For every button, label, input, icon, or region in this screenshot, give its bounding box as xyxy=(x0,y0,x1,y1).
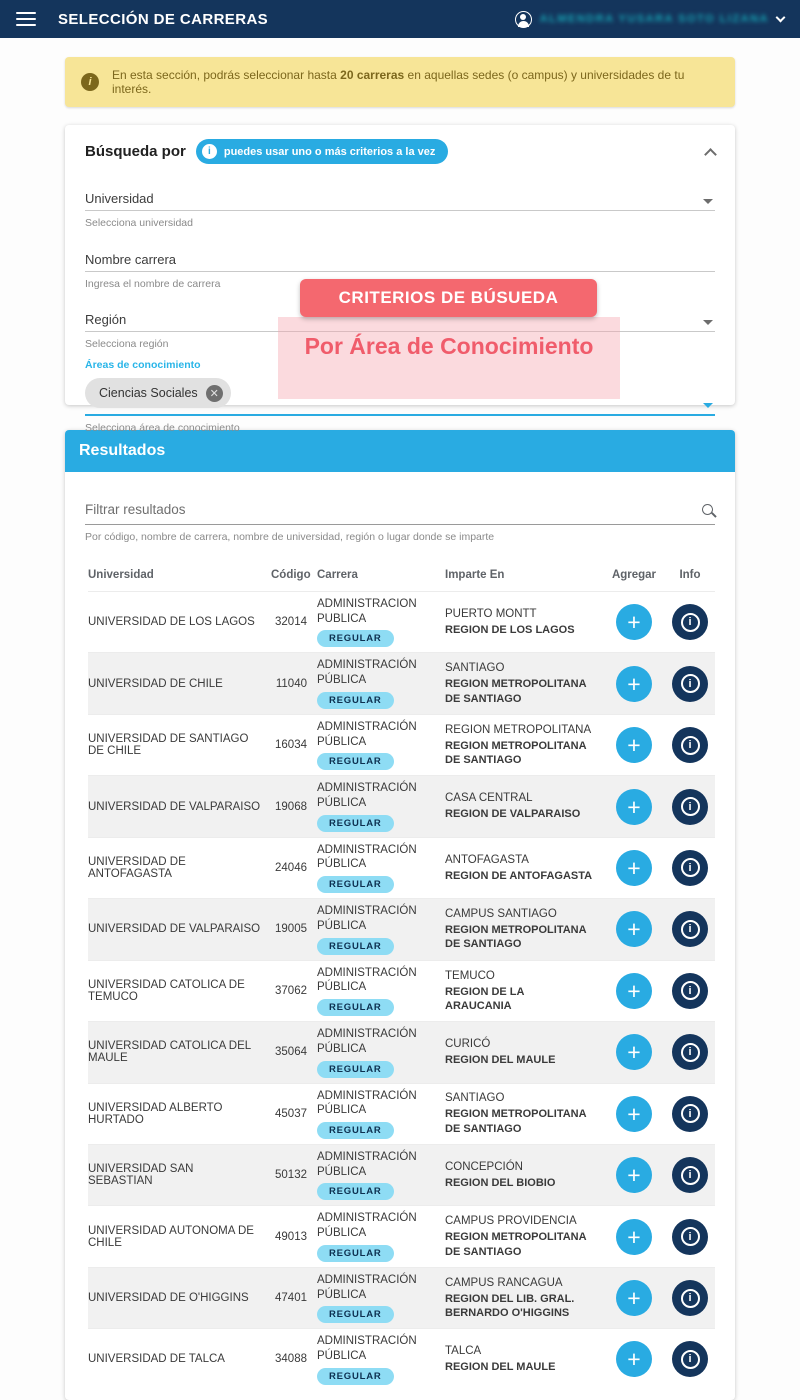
cell-university: UNIVERSIDAD DE LOS LAGOS xyxy=(88,616,255,629)
table-row xyxy=(88,1205,715,1266)
filter-input[interactable] xyxy=(85,502,702,517)
cell-region: REGION DE ANTOFAGASTA xyxy=(445,869,593,882)
cell-region: REGION DE LA ARAUCANIA xyxy=(445,985,525,1012)
cell-region: REGION DEL MAULE xyxy=(445,1361,556,1374)
modality-badge: REGULAR xyxy=(317,876,394,893)
add-career-button[interactable]: + xyxy=(616,1096,652,1132)
info-icon: i xyxy=(681,920,700,939)
page-title: SELECCIÓN DE CARRERAS xyxy=(58,10,269,28)
cell-campus: TALCA xyxy=(445,1345,482,1358)
user-name-redacted: ALMENDRA YUSARA SOTO LIZANA xyxy=(539,13,769,25)
info-icon: i xyxy=(681,736,700,755)
table-row xyxy=(88,591,715,652)
table-row xyxy=(88,1021,715,1082)
cell-campus: TEMUCO xyxy=(445,969,495,982)
cell-career: ADMINISTRACIÓN PÚBLICA xyxy=(317,1150,417,1178)
career-info-button[interactable] xyxy=(672,1341,708,1377)
cell-career: ADMINISTRACIÓN PÚBLICA xyxy=(317,1273,417,1301)
knowledge-area-select[interactable]: Áreas de conocimiento Ciencias Sociales ✕ Selecciona área de conocimiento xyxy=(85,359,715,434)
cell-campus: CAMPUS PROVIDENCIA xyxy=(445,1215,577,1228)
region-helper: Selecciona región xyxy=(85,338,169,350)
cell-campus: CASA CENTRAL xyxy=(445,792,533,805)
collapse-chevron-icon[interactable] xyxy=(704,148,717,161)
table-row xyxy=(88,714,715,775)
col-carrera: Carrera xyxy=(317,569,358,581)
cell-region: REGION DEL BIOBIO xyxy=(445,1176,556,1189)
cell-campus: CURICÓ xyxy=(445,1038,491,1051)
career-helper: Ingresa el nombre de carrera xyxy=(85,278,221,290)
modality-badge: REGULAR xyxy=(317,1368,394,1385)
cell-career: ADMINISTRACIÓN PÚBLICA xyxy=(317,843,417,871)
add-career-button[interactable]: + xyxy=(616,911,652,947)
cell-university: UNIVERSIDAD DE SANTIAGO DE CHILE xyxy=(88,733,249,758)
cell-university: UNIVERSIDAD DE ANTOFAGASTA xyxy=(88,855,186,880)
modality-badge: REGULAR xyxy=(317,1061,394,1078)
info-icon: i xyxy=(681,674,700,693)
cell-career: ADMINISTRACIÓN PÚBLICA xyxy=(317,659,417,687)
dropdown-arrow-icon xyxy=(703,199,713,204)
info-icon: i xyxy=(681,797,700,816)
cell-university: UNIVERSIDAD DE CHILE xyxy=(88,677,223,690)
university-helper: Selecciona universidad xyxy=(85,217,193,229)
menu-icon[interactable] xyxy=(16,12,36,26)
cell-code: 24046 xyxy=(275,861,307,874)
cell-code: 47401 xyxy=(275,1292,307,1305)
cell-campus: PUERTO MONTT xyxy=(445,608,537,621)
career-info-button[interactable] xyxy=(672,1219,708,1255)
cell-campus: CONCEPCIÓN xyxy=(445,1161,523,1174)
table-row xyxy=(88,837,715,898)
cell-code: 45037 xyxy=(275,1107,307,1120)
table-header xyxy=(88,563,715,591)
results-header xyxy=(65,430,735,472)
search-card-title: Búsqueda por xyxy=(85,143,186,160)
cell-career: ADMINISTRACIÓN PÚBLICA xyxy=(317,782,417,810)
info-banner xyxy=(65,57,735,107)
search-card xyxy=(65,125,735,434)
cell-university: UNIVERSIDAD DE O'HIGGINS xyxy=(88,1292,249,1305)
cell-career: ADMINISTRACIÓN PÚBLICA xyxy=(317,720,417,748)
cell-code: 50132 xyxy=(275,1169,307,1182)
university-select[interactable]: Universidad Selecciona universidad xyxy=(85,191,715,229)
cell-career: ADMINISTRACIÓN PÚBLICA xyxy=(317,966,417,994)
account-menu[interactable] xyxy=(515,11,784,28)
career-info-button[interactable] xyxy=(672,911,708,947)
career-info-button[interactable] xyxy=(672,666,708,702)
col-imparte-en: Imparte En xyxy=(445,569,505,581)
cell-region: REGION METROPOLITANA DE SANTIAGO xyxy=(445,1231,587,1258)
table-row xyxy=(88,652,715,713)
add-career-button[interactable]: + xyxy=(616,727,652,763)
cell-university: UNIVERSIDAD ALBERTO HURTADO xyxy=(88,1101,223,1126)
cell-region: REGION DEL LIB. GRAL. BERNARDO O'HIGGINS xyxy=(445,1292,575,1319)
selected-area-chip: Ciencias Sociales ✕ xyxy=(85,378,231,408)
career-info-button[interactable] xyxy=(672,604,708,640)
add-career-button[interactable]: + xyxy=(616,1341,652,1377)
cell-university: UNIVERSIDAD DE VALPARAISO xyxy=(88,800,261,813)
modality-badge: REGULAR xyxy=(317,1183,394,1200)
table-row xyxy=(88,1267,715,1328)
career-name-input[interactable]: Nombre carrera Ingresa el nombre de carrera xyxy=(85,252,715,290)
add-career-button[interactable]: + xyxy=(616,1157,652,1193)
career-info-button[interactable] xyxy=(672,1034,708,1070)
annotation-highlight: Por Área de Conocimiento xyxy=(278,317,620,399)
cell-career: ADMINISTRACIÓN PÚBLICA xyxy=(317,905,417,932)
cell-code: 19005 xyxy=(275,923,307,936)
dropdown-arrow-icon xyxy=(703,403,713,408)
career-info-button[interactable] xyxy=(672,727,708,763)
info-icon: i xyxy=(681,613,700,632)
cell-code: 11040 xyxy=(275,677,307,690)
cell-region: REGION METROPOLITANA DE SANTIAGO xyxy=(445,678,587,705)
remove-chip-icon[interactable]: ✕ xyxy=(206,385,223,402)
cell-code: 19068 xyxy=(275,800,307,813)
cell-university: UNIVERSIDAD AUTONOMA DE CHILE xyxy=(88,1224,254,1249)
cell-region: REGION METROPOLITANA DE SANTIAGO xyxy=(445,924,587,951)
app-bar xyxy=(0,0,800,38)
chevron-down-icon xyxy=(776,13,786,23)
cell-campus: ANTOFAGASTA xyxy=(445,853,529,866)
career-info-button[interactable] xyxy=(672,1157,708,1193)
cell-career: ADMINISTRACIÓN PÚBLICA xyxy=(317,1089,417,1117)
info-icon: i xyxy=(681,858,700,877)
add-career-button[interactable]: + xyxy=(616,850,652,886)
cell-campus: SANTIAGO xyxy=(445,1092,505,1105)
cell-career: ADMINISTRACIÓN PÚBLICA xyxy=(317,1212,417,1240)
cell-code: 32014 xyxy=(275,616,307,629)
table-row xyxy=(88,775,715,836)
table-row xyxy=(88,1328,715,1389)
col-agregar: Agregar xyxy=(611,569,657,581)
add-career-button[interactable]: + xyxy=(616,604,652,640)
table-row xyxy=(88,960,715,1021)
account-icon xyxy=(515,11,532,28)
cell-campus: SANTIAGO xyxy=(445,662,505,675)
career-info-button[interactable] xyxy=(672,1096,708,1132)
cell-university: UNIVERSIDAD DE VALPARAISO xyxy=(88,923,261,936)
table-row xyxy=(88,1083,715,1144)
col-codigo: Código xyxy=(271,569,311,581)
search-icon xyxy=(702,504,713,515)
career-info-button[interactable] xyxy=(672,850,708,886)
modality-badge: REGULAR xyxy=(317,1245,394,1262)
cell-region: REGION DE LOS LAGOS xyxy=(445,624,575,637)
cell-university: UNIVERSIDAD SAN SEBASTIAN xyxy=(88,1163,194,1188)
modality-badge: REGULAR xyxy=(317,1306,394,1323)
table-row xyxy=(88,1144,715,1205)
filter-helper: Por código, nombre de carrera, nombre de universidad, región o lugar donde se imparte xyxy=(85,531,495,543)
cell-career: ADMINISTRACIÓN PÚBLICA xyxy=(317,1335,417,1362)
cell-university: UNIVERSIDAD DE TALCA xyxy=(88,1353,225,1366)
career-info-button[interactable] xyxy=(672,1280,708,1316)
info-icon: i xyxy=(202,144,217,159)
modality-badge: REGULAR xyxy=(317,815,394,832)
info-icon: i xyxy=(681,1227,700,1246)
info-icon: i xyxy=(681,981,700,1000)
modality-badge: REGULAR xyxy=(317,630,394,647)
add-career-button[interactable]: + xyxy=(616,1034,652,1070)
table-row xyxy=(88,898,715,959)
add-career-button[interactable]: + xyxy=(616,973,652,1009)
career-info-button[interactable] xyxy=(672,973,708,1009)
modality-badge: REGULAR xyxy=(317,692,394,709)
results-card xyxy=(65,430,735,1400)
cell-region: REGION METROPOLITANA DE SANTIAGO xyxy=(445,1108,587,1135)
cell-code: 49013 xyxy=(275,1230,307,1243)
cell-code: 35064 xyxy=(275,1046,307,1059)
add-career-button[interactable]: + xyxy=(616,1219,652,1255)
info-banner-text: En esta sección, podrás seleccionar hasta 20 carreras en aquellas sedes (o campus) y universidades de tu interés. xyxy=(112,68,685,96)
col-universidad: Universidad xyxy=(88,569,154,581)
add-career-button[interactable]: + xyxy=(616,1280,652,1316)
cell-region: REGION DE VALPARAISO xyxy=(445,808,581,821)
criteria-hint-badge: i puedes usar uno o más criterios a la vez xyxy=(196,139,449,164)
info-icon: i xyxy=(681,1289,700,1308)
add-career-button[interactable]: + xyxy=(616,666,652,702)
career-info-button[interactable] xyxy=(672,789,708,825)
cell-campus: REGION METROPOLITANA xyxy=(445,723,592,736)
region-select[interactable]: Región Selecciona región xyxy=(85,312,715,350)
add-career-button[interactable]: + xyxy=(616,789,652,825)
cell-university: UNIVERSIDAD CATOLICA DE TEMUCO xyxy=(88,978,245,1003)
cell-code: 37062 xyxy=(275,984,307,997)
modality-badge: REGULAR xyxy=(317,1122,394,1139)
modality-badge: REGULAR xyxy=(317,753,394,770)
cell-campus: CAMPUS SANTIAGO xyxy=(445,908,557,921)
info-icon: i xyxy=(81,73,99,91)
info-icon: i xyxy=(681,1104,700,1123)
cell-university: UNIVERSIDAD CATOLICA DEL MAULE xyxy=(88,1040,251,1065)
cell-region: REGION METROPOLITANA DE SANTIAGO xyxy=(445,739,587,767)
cell-code: 16034 xyxy=(275,739,307,752)
info-icon: i xyxy=(681,1043,700,1062)
annotation-banner: CRITERIOS DE BÚSUEDA xyxy=(300,279,597,317)
results-title: Resultados xyxy=(79,442,166,459)
modality-badge: REGULAR xyxy=(317,999,394,1016)
results-table xyxy=(88,563,715,1390)
cell-career: ADMINISTRACIÓN PÚBLICA xyxy=(317,1028,417,1055)
cell-region: REGION DEL MAULE xyxy=(445,1054,556,1067)
cell-code: 34088 xyxy=(275,1353,307,1366)
col-info: Info xyxy=(679,569,701,581)
cell-campus: CAMPUS RANCAGUA xyxy=(445,1276,563,1289)
area-helper: Selecciona área de conocimiento xyxy=(85,422,240,434)
info-icon: i xyxy=(681,1166,700,1185)
dropdown-arrow-icon xyxy=(703,320,713,325)
info-icon: i xyxy=(681,1350,700,1369)
modality-badge: REGULAR xyxy=(317,938,394,955)
cell-career: ADMINISTRACION PUBLICA xyxy=(317,598,417,625)
